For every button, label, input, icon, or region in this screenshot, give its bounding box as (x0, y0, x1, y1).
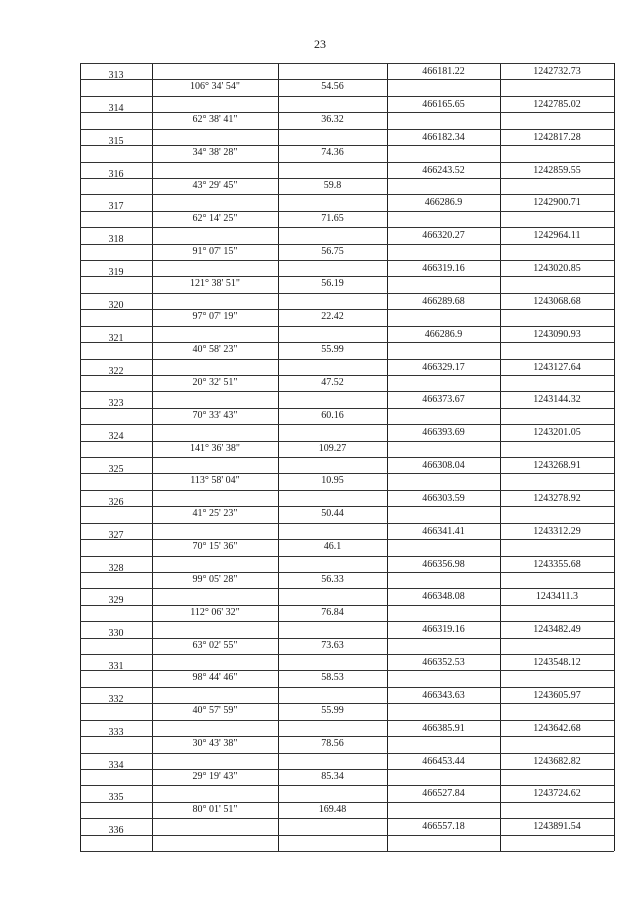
point-number: 327 (108, 529, 124, 541)
segment-distance: 71.65 (321, 212, 344, 224)
segment-distance: 59.8 (323, 179, 342, 191)
table-row-line (80, 556, 614, 557)
segment-distance: 56.75 (321, 245, 344, 257)
point-number: 334 (108, 759, 124, 771)
y-coordinate: 1243201.05 (533, 427, 581, 439)
table-row-line (80, 145, 614, 146)
y-coordinate: 1242900.71 (533, 197, 581, 209)
x-coordinate: 466289.68 (422, 295, 465, 307)
table-row-line (80, 194, 614, 195)
point-number: 329 (108, 595, 124, 607)
x-coordinate: 466373.67 (422, 394, 465, 406)
point-number: 325 (108, 464, 124, 475)
bearing-angle: 40° 57' 59" (192, 705, 238, 717)
segment-distance: 54.56 (321, 81, 344, 93)
point-number: 320 (108, 299, 124, 311)
table-row-line (80, 588, 614, 589)
bearing-angle: 98° 44' 46" (192, 672, 238, 684)
point-number: 335 (108, 792, 124, 804)
x-coordinate: 466557.18 (422, 821, 465, 833)
table-row-line (80, 818, 614, 819)
x-coordinate: 466453.44 (422, 755, 465, 767)
y-coordinate: 1243724.62 (533, 788, 581, 800)
table-row-line (80, 227, 614, 228)
x-coordinate: 466527.84 (422, 788, 465, 800)
table-row-line (80, 79, 614, 80)
point-number: 324 (108, 431, 124, 443)
coordinates-table (80, 63, 614, 851)
point-number: 317 (108, 201, 124, 213)
segment-distance: 56.19 (321, 278, 344, 290)
table-row-line (80, 670, 614, 671)
y-coordinate: 1243891.54 (533, 821, 581, 833)
bearing-angle: 91° 07' 15" (192, 245, 238, 257)
table-row-line (80, 342, 614, 343)
x-coordinate: 466286.9 (424, 197, 463, 209)
y-coordinate: 1243605.97 (533, 689, 581, 701)
point-number: 332 (108, 693, 124, 705)
table-row-line (80, 523, 614, 524)
table-row-line (80, 309, 614, 310)
point-number: 330 (108, 628, 124, 640)
y-coordinate: 1243268.91 (533, 460, 581, 471)
point-number: 313 (108, 70, 124, 81)
table-row-line (80, 720, 614, 721)
bearing-angle: 20° 32' 51" (192, 376, 238, 388)
bearing-angle: 40° 58' 23" (192, 344, 238, 356)
y-coordinate: 1243642.68 (533, 722, 581, 734)
y-coordinate: 1243127.64 (533, 361, 581, 373)
x-coordinate: 466303.59 (422, 492, 465, 504)
table-row-line (80, 687, 614, 688)
x-coordinate: 466286.9 (424, 328, 463, 340)
table-row-line (80, 276, 614, 277)
segment-distance: 85.34 (321, 770, 344, 782)
point-number: 321 (108, 332, 124, 344)
x-coordinate: 466329.17 (422, 361, 465, 373)
bearing-angle: 99° 05' 28" (192, 573, 238, 585)
table-row-line (80, 424, 614, 425)
bearing-angle: 30° 43' 38" (192, 738, 238, 750)
table-row-line (80, 293, 614, 294)
table-row-line (80, 736, 614, 737)
table-column-line (614, 63, 615, 851)
table-row-line (80, 506, 614, 507)
x-coordinate: 466182.34 (422, 131, 465, 143)
bearing-angle: 113° 58' 04" (190, 475, 240, 487)
x-coordinate: 466393.69 (422, 427, 465, 439)
bearing-angle: 141° 36' 38" (190, 442, 240, 454)
segment-distance: 47.52 (321, 376, 344, 388)
x-coordinate: 466341.41 (422, 525, 465, 537)
table-row-line (80, 129, 614, 130)
table-row-line (80, 178, 614, 179)
y-coordinate: 1243548.12 (533, 657, 581, 668)
table-row-line (80, 260, 614, 261)
x-coordinate: 466165.65 (422, 98, 465, 110)
x-coordinate: 466356.98 (422, 558, 465, 570)
bearing-angle: 106° 34' 54" (190, 81, 240, 93)
table-row-line (80, 473, 614, 474)
bearing-angle: 63° 02' 55" (192, 639, 238, 651)
segment-distance: 55.99 (321, 705, 344, 717)
x-coordinate: 466343.63 (422, 689, 465, 701)
bearing-angle: 29° 19' 43" (192, 770, 238, 782)
x-coordinate: 466181.22 (422, 66, 465, 77)
table-row-line (80, 457, 614, 458)
point-number: 318 (108, 234, 124, 246)
y-coordinate: 1242964.11 (533, 230, 581, 242)
y-coordinate: 1242785.02 (533, 98, 581, 110)
table-row-line (80, 359, 614, 360)
table-row-line (80, 162, 614, 163)
table-row-line (80, 753, 614, 754)
y-coordinate: 1243144.32 (533, 394, 581, 406)
y-coordinate: 1243068.68 (533, 295, 581, 307)
bearing-angle: 112° 06' 32" (190, 606, 240, 618)
bearing-angle: 70° 33' 43" (192, 409, 238, 421)
point-number: 316 (108, 168, 124, 180)
point-number: 336 (108, 825, 124, 837)
bearing-angle: 34° 38' 28" (192, 147, 238, 159)
segment-distance: 10.95 (321, 475, 344, 487)
point-number: 315 (108, 135, 124, 147)
segment-distance: 46.1 (323, 541, 342, 553)
segment-distance: 22.42 (321, 311, 344, 323)
point-number: 328 (108, 562, 124, 574)
table-row-line (80, 785, 614, 786)
point-number: 319 (108, 267, 124, 278)
page-number: 23 (314, 37, 326, 51)
x-coordinate: 466385.91 (422, 722, 465, 734)
bearing-angle: 62° 14' 25" (192, 212, 238, 224)
table-row-line (80, 326, 614, 327)
segment-distance: 55.99 (321, 344, 344, 356)
segment-distance: 169.48 (318, 803, 347, 815)
x-coordinate: 466243.52 (422, 164, 465, 176)
segment-distance: 109.27 (318, 442, 347, 454)
bearing-angle: 43° 29' 45" (192, 179, 238, 191)
table-row-line (80, 769, 614, 770)
segment-distance: 60.16 (321, 409, 344, 421)
y-coordinate: 1243682.82 (533, 755, 581, 767)
y-coordinate: 1243090.93 (533, 328, 581, 340)
bearing-angle: 41° 25' 23" (192, 508, 238, 520)
bearing-angle: 80° 01' 51" (192, 803, 238, 815)
bearing-angle: 121° 38' 51" (190, 278, 240, 290)
point-number: 333 (108, 726, 124, 738)
segment-distance: 56.33 (321, 573, 344, 585)
y-coordinate: 1243482.49 (533, 624, 581, 636)
point-number: 323 (108, 398, 124, 410)
segment-distance: 58.53 (321, 672, 344, 684)
point-number: 331 (108, 661, 124, 672)
y-coordinate: 1242859.55 (533, 164, 581, 176)
x-coordinate: 466319.16 (422, 263, 465, 274)
table-row-line (80, 63, 614, 64)
bearing-angle: 70° 15' 36" (192, 541, 238, 553)
table-row-line (80, 851, 614, 852)
y-coordinate: 1242732.73 (533, 66, 581, 77)
y-coordinate: 1243411.3 (535, 591, 579, 603)
segment-distance: 73.63 (321, 639, 344, 651)
table-row-line (80, 654, 614, 655)
table-row-line (80, 539, 614, 540)
y-coordinate: 1243312.29 (533, 525, 581, 537)
y-coordinate: 1242817.28 (533, 131, 581, 143)
table-row-line (80, 835, 614, 836)
bearing-angle: 97° 07' 19" (192, 311, 238, 323)
table-row-line (80, 621, 614, 622)
x-coordinate: 466348.08 (422, 591, 465, 603)
table-row-line (80, 703, 614, 704)
segment-distance: 36.32 (321, 114, 344, 126)
x-coordinate: 466308.04 (422, 460, 465, 471)
segment-distance: 76.84 (321, 606, 344, 618)
table-row-line (80, 490, 614, 491)
x-coordinate: 466319.16 (422, 624, 465, 636)
table-row-line (80, 96, 614, 97)
segment-distance: 78.56 (321, 738, 344, 750)
table-row-line (80, 375, 614, 376)
x-coordinate: 466352.53 (422, 657, 465, 668)
point-number: 322 (108, 365, 124, 377)
y-coordinate: 1243020.85 (533, 263, 581, 274)
table-row-line (80, 391, 614, 392)
x-coordinate: 466320.27 (422, 230, 465, 242)
segment-distance: 50.44 (321, 508, 344, 520)
point-number: 326 (108, 496, 124, 508)
table-row-line (80, 572, 614, 573)
point-number: 314 (108, 102, 124, 114)
segment-distance: 74.36 (321, 147, 344, 159)
table-row-line (80, 112, 614, 113)
y-coordinate: 1243278.92 (533, 492, 581, 504)
y-coordinate: 1243355.68 (533, 558, 581, 570)
bearing-angle: 62° 38' 41" (192, 114, 238, 126)
